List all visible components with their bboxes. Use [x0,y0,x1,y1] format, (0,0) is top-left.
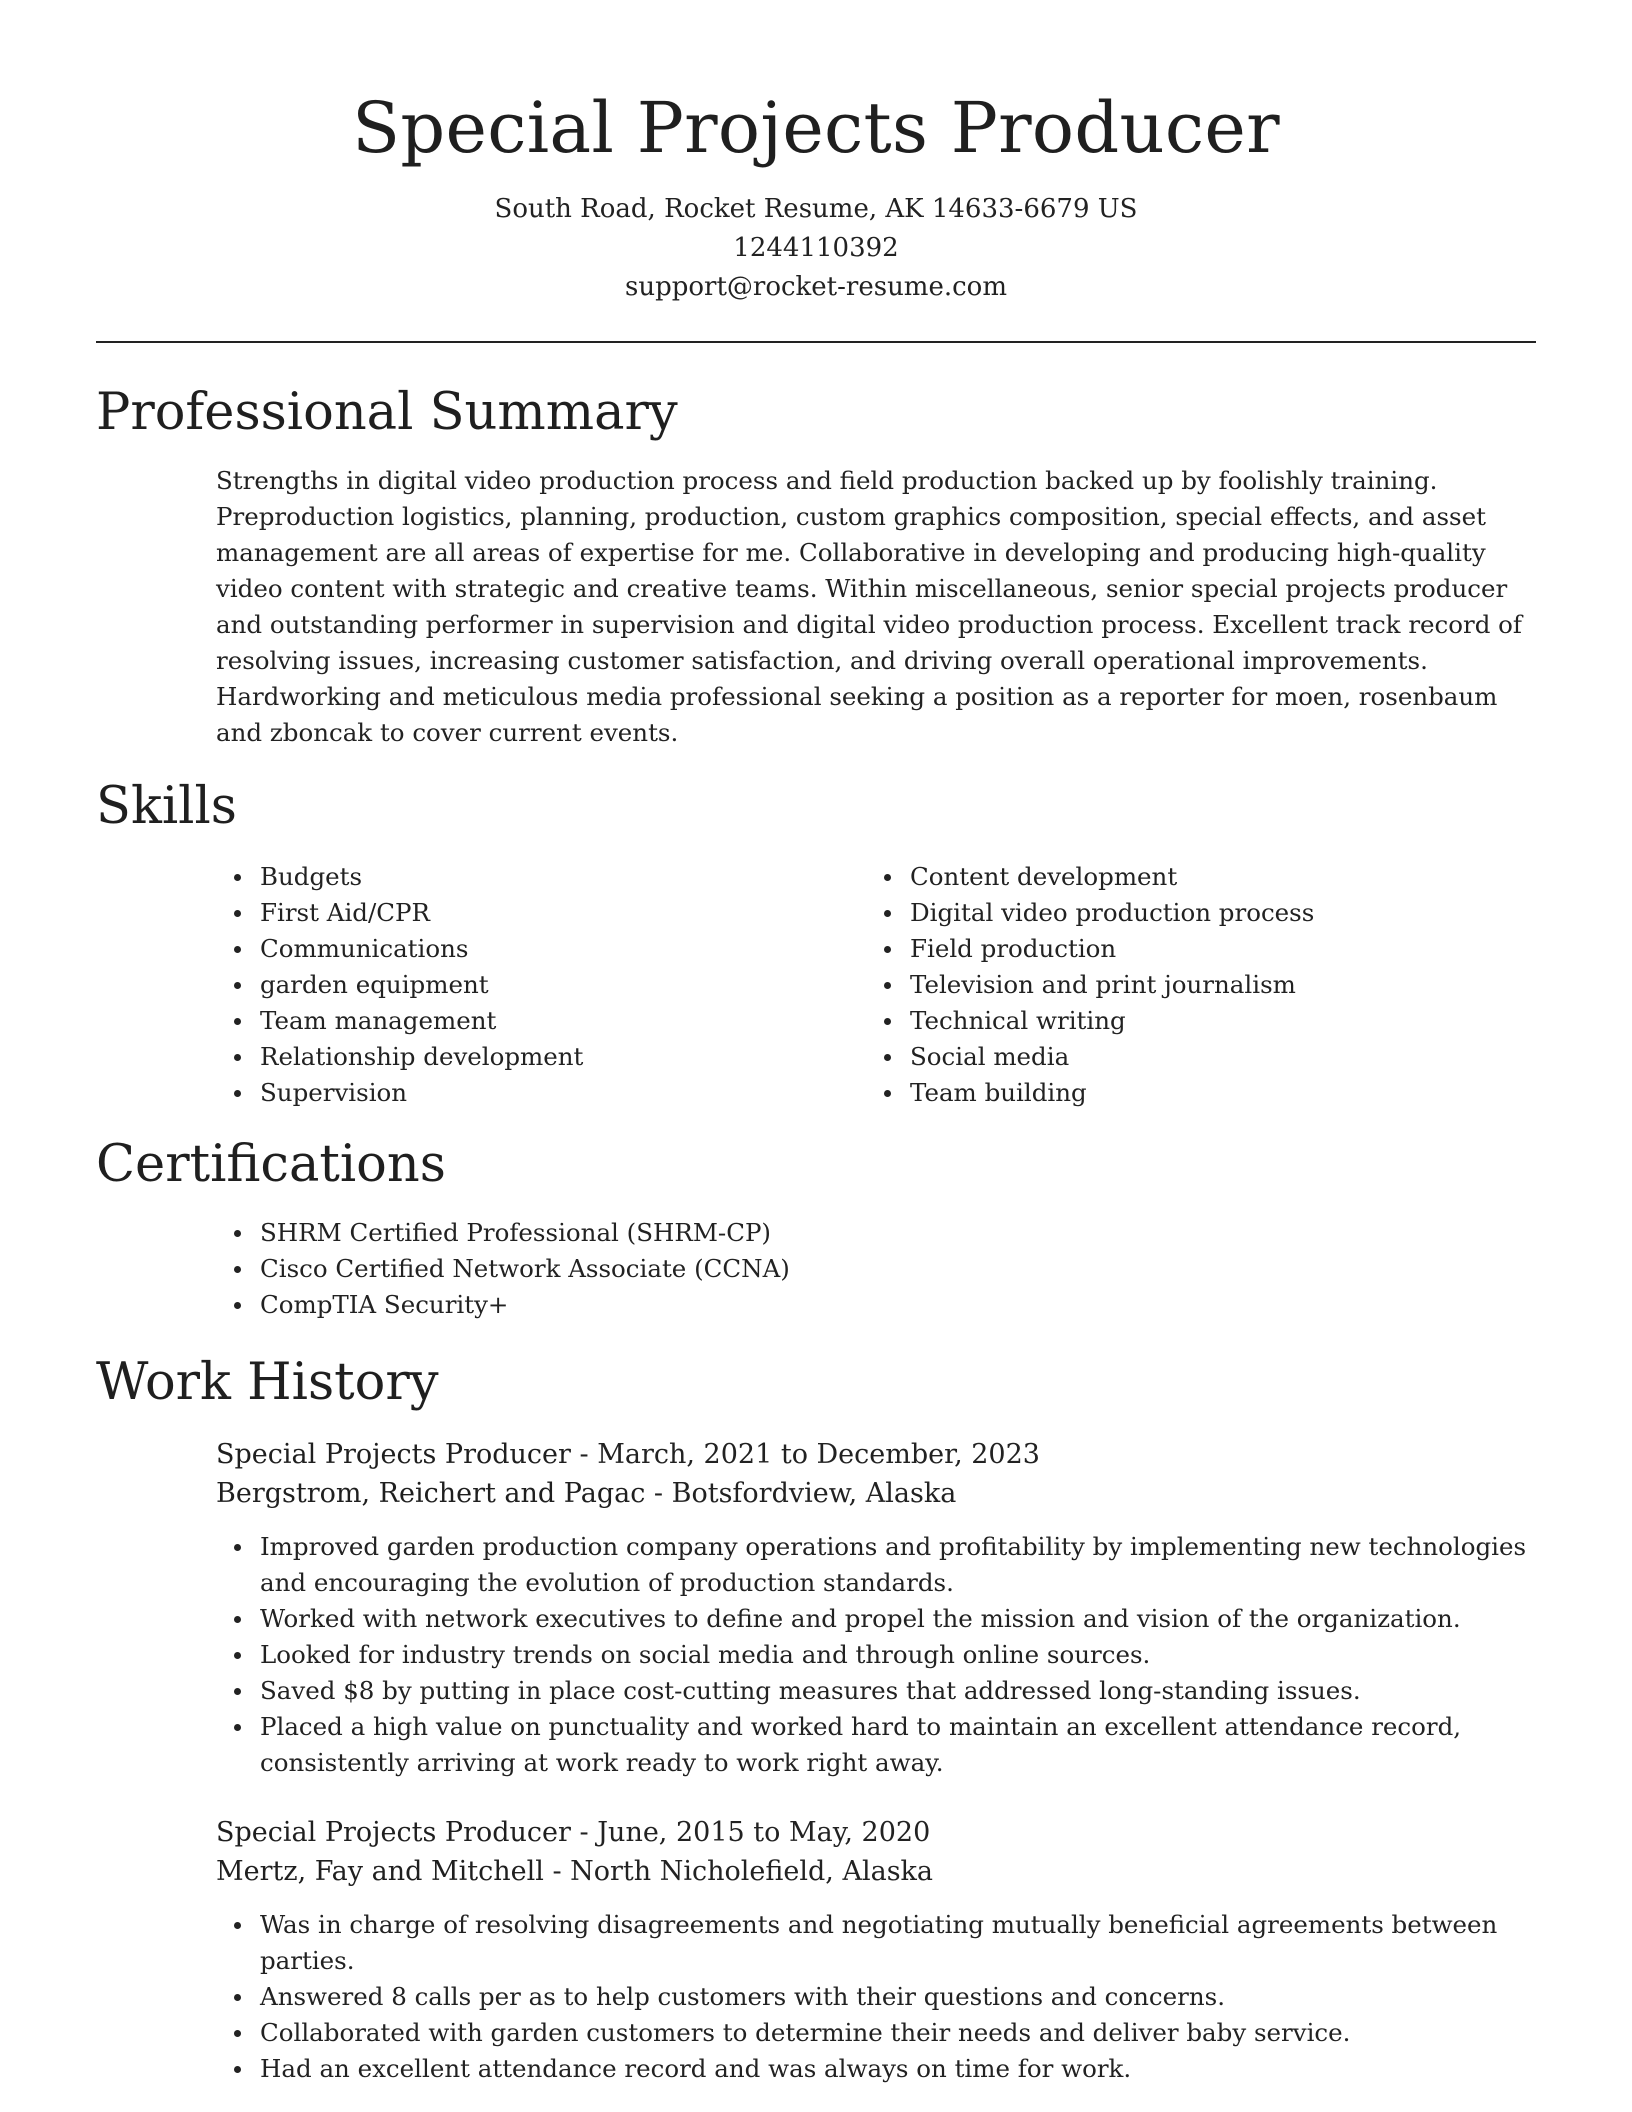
job-bullets [216,1907,1536,2087]
skill-item: First Aid/CPR [216,895,746,931]
skill-item: Social media [866,1039,1396,1075]
certification-item: CompTIA Security+ [216,1287,1536,1323]
contact-address: South Road, Rocket Resume, AK 14633-6679 US [494,194,1138,224]
skill-item: Technical writing [866,1003,1396,1039]
job-dates: - March, 2021 to December, 2023 [570,1439,1040,1470]
section-title-summary: Professional Summary [96,383,678,442]
section-title-skills: Skills [96,777,237,836]
job-location: - Botsfordview, Alaska [645,1478,957,1509]
job-role-line [216,1435,1536,1474]
contact-block [96,190,1536,307]
skill-item: Team building [866,1075,1396,1111]
certification-item: SHRM Certified Professional (SHRM-CP) [216,1215,1536,1251]
job-bullet: Worked with network executives to define and propel the mission and vision of the organization. [216,1601,1536,1637]
certification-item: Cisco Certified Network Associate (CCNA) [216,1251,1536,1287]
job-bullet: Improved garden production company operations and profitability by implementing new technologies and encouraging the evolution of production standards. [216,1529,1536,1601]
skill-item: Budgets [216,859,746,895]
job-entry [216,1435,1536,1781]
skill-item: Team management [216,1003,746,1039]
job-bullet: Collaborated with garden customers to determine their needs and deliver baby service. [216,2015,1536,2051]
job-bullet: Saved $8 by putting in place cost-cutting measures that addressed long-standing issues. [216,1673,1536,1709]
job-company: Mertz, Fay and Mitchell [216,1856,544,1887]
job-role: Special Projects Producer [216,1439,571,1470]
skills-column-right [866,859,1396,1111]
skills-grid [96,859,1536,1111]
job-bullet: Had an excellent attendance record and was always on time for work. [216,2051,1536,2087]
skill-item: Communications [216,931,746,967]
skill-item: Supervision [216,1075,746,1111]
skill-item: Digital video production process [866,895,1396,931]
section-title-certifications: Certifications [96,1135,446,1194]
job-company: Bergstrom, Reichert and Pagac [216,1478,646,1509]
certifications-list [216,1215,1536,1323]
resume-page [96,0,1536,2087]
skill-item: Television and print journalism [866,967,1396,1003]
job-location: - North Nicholefield, Alaska [543,1856,934,1887]
skill-item: Field production [866,931,1396,967]
header-divider [96,341,1536,343]
skill-item: Content development [866,859,1396,895]
job-dates: - June, 2015 to May, 2020 [570,1817,931,1848]
job-role-line [216,1813,1536,1852]
skill-item: garden equipment [216,967,746,1003]
job-bullets [216,1529,1536,1781]
job-bullet: Was in charge of resolving disagreements and negotiating mutually beneficial agreements between parties. [216,1907,1536,1979]
job-company-line [216,1852,1536,1891]
contact-phone: 1244110392 [733,233,899,263]
skill-item: Relationship development [216,1039,746,1075]
summary-paragraph: Strengths in digital video production process and field production backed up by foolishly training. Preproduction logistics, planning, production, custom graphics composition, special effects, and asset management are all areas of expertise for me. Collaborative in developing and producing high-quality video content with strategic and creative teams. Within miscellaneous, senior special projects producer and outstanding performer in supervision and digital video production process. Excellent track record of resolving issues, increasing customer satisfaction, and driving overall operational improvements. Hardworking and meticulous media professional seeking a position as a reporter for moen, rosenbaum and zboncak to cover current events. [216,466,1523,747]
job-role: Special Projects Producer [216,1817,571,1848]
section-title-work-history: Work History [96,1353,439,1412]
job-entry [216,1813,1536,2087]
job-bullet: Answered 8 calls per as to help customers with their questions and concerns. [216,1979,1536,2015]
contact-email: support@rocket-resume.com [624,272,1007,302]
skills-column-left [216,859,746,1111]
job-bullet: Looked for industry trends on social media and through online sources. [216,1637,1536,1673]
job-company-line [216,1474,1536,1513]
candidate-name: Special Projects Producer [352,87,1280,169]
job-bullet: Placed a high value on punctuality and worked hard to maintain an excellent attendance record, consistently arriving at work ready to work right away. [216,1709,1536,1781]
